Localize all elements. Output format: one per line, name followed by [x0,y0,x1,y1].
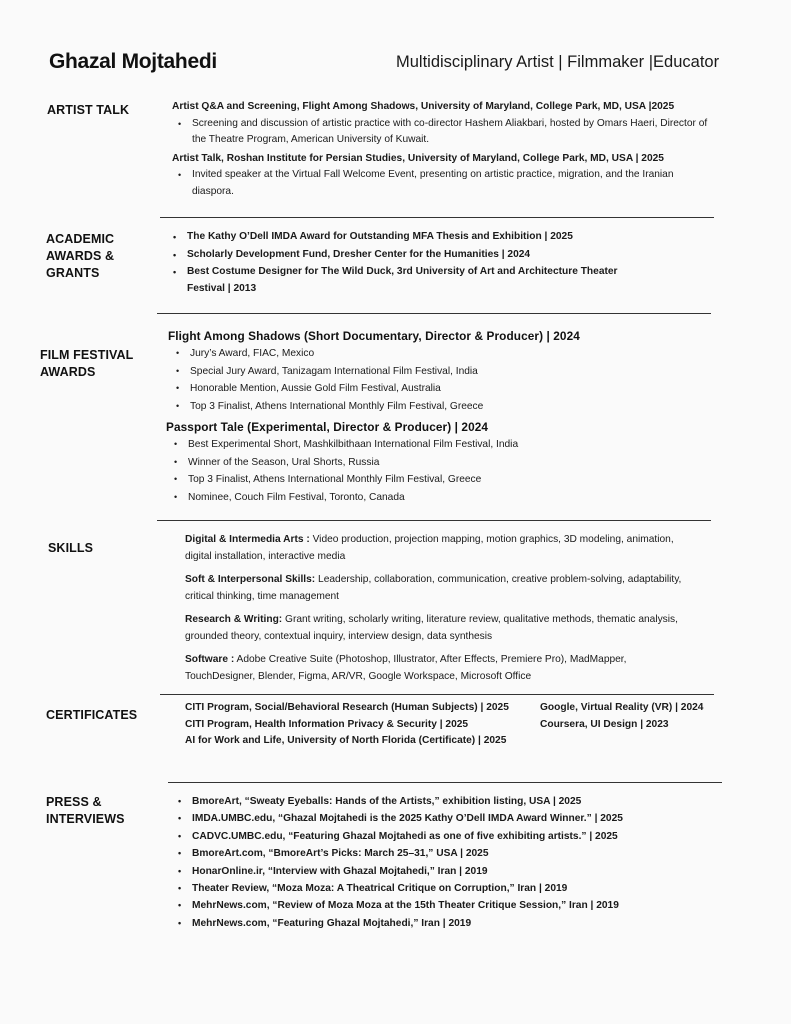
film-award: • Jury’s Award, FIAC, Mexico [170,345,638,363]
artist-talk-bullet: • Screening and discussion of artistic practice with co-director Hashem Aliakbari, hosted by Omars Haeri, Director of the Theatre Program, American University of Kuwait. [172,116,712,149]
film-award: • Winner of the Season, Ural Shorts, Russia [168,454,636,472]
film-award: • Honorable Mention, Aussie Gold Film Festival, Australia [170,380,638,398]
skill-text: Grant writing, scholarly writing, literature review, qualitative methods, thematic analysis, grounded theory, contextual inquiry, interview design, data synthesis [185,614,678,642]
artist-talk-bullet: • Invited speaker at the Virtual Fall Welcome Event, presenting on artistic practice, migration, and the Iranian diaspora. [172,167,697,200]
press-item: • CADVC.UMBC.edu, “Featuring Ghazal Mojtahedi as one of five exhibiting artists.” | 2025 [172,828,692,845]
press-item: • BmoreArt, “Sweaty Eyeballs: Hands of the Artists,” exhibition listing, USA | 2025 [172,793,692,810]
certificate-item: AI for Work and Life, University of North Florida (Certificate) | 2025 [185,735,507,746]
skill-item [185,532,685,565]
academic-item: • The Kathy O’Dell IMDA Award for Outstanding MFA Thesis and Exhibition | 2025 [167,229,657,246]
certificates-left [185,700,509,750]
certificate-item: Google, Virtual Reality (VR) | 2024 [540,702,704,713]
section-label-line: GRANTS [46,266,100,280]
artist-talk-title: Artist Talk, Roshan Institute for Persian Studies, University of Maryland, College Park, MD, USA | 2025 [172,152,664,164]
section-label-line: INTERVIEWS [46,812,125,826]
skill-item [185,572,685,605]
divider [168,782,722,783]
skill-item [185,652,685,685]
press-item: • HonarOnline.ir, “Interview with Ghazal Mojtahedi,” Iran | 2019 [172,863,692,880]
section-label-press [46,794,125,828]
divider [160,217,714,218]
section-label-film [40,347,133,381]
section-label-line: AWARDS & [46,249,115,263]
certificate-item: CITI Program, Social/Behavioral Research (Human Subjects) | 2025 [185,702,509,713]
academic-item: • Scholarly Development Fund, Dresher Center for the Humanities | 2024 [167,247,657,264]
resume-name: Ghazal Mojtahedi [49,50,217,73]
artist-talk-section [172,99,732,200]
section-label-academic [46,231,114,282]
film-group [166,419,636,506]
divider [160,694,714,695]
film-group [168,328,638,415]
academic-item: • Best Costume Designer for The Wild Duck, 3rd University of Art and Architecture Theater Festival | 2013 [167,264,657,297]
resume-tagline: Multidisciplinary Artist | Filmmaker |Educator [396,53,720,71]
section-label-artist-talk: ARTIST TALK [47,103,130,117]
press-item: • Theater Review, “Moza Moza: A Theatrical Critique on Corruption,” Iran | 2019 [172,880,692,897]
certificate-item: Coursera, UI Design | 2023 [540,718,669,730]
certificate-item: CITI Program, Health Information Privacy & Security | 2025 [185,718,469,730]
film-title: Passport Tale (Experimental, Director & Producer) | 2024 [166,420,489,434]
film-award: • Top 3 Finalist, Athens International Monthly Film Festival, Greece [168,471,636,489]
section-label-line: ACADEMIC [46,232,115,246]
press-item: • IMDA.UMBC.edu, “Ghazal Mojtahedi is the 2025 Kathy O’Dell IMDA Award Winner.” | 2025 [172,810,692,827]
certificates-right [540,700,703,733]
divider [157,520,711,521]
press-item: • MehrNews.com, “Featuring Ghazal Mojtahedi,” Iran | 2019 [172,915,692,932]
section-label-line: FILM FESTIVAL [40,348,134,362]
section-label-skills: SKILLS [48,541,94,555]
skill-text: Video production, projection mapping, motion graphics, 3D modeling, animation, digital installation, interactive media [185,534,674,562]
skill-item [185,612,685,645]
press-item: • MehrNews.com, “Review of Moza Moza at the 15th Theater Critique Session,” Iran | 2019 [172,897,692,914]
press-list [172,793,692,932]
skill-head: Digital & Intermedia Arts : [185,534,310,545]
skill-head: Software : [185,654,235,665]
film-award: • Top 3 Finalist, Athens International Monthly Film Festival, Greece [170,398,638,416]
press-item: • BmoreArt.com, “BmoreArt’s Picks: March 25–31,” USA | 2025 [172,845,692,862]
film-award: • Best Experimental Short, Mashkilbithaan International Film Festival, India [168,436,636,454]
skill-text: Adobe Creative Suite (Photoshop, Illustrator, After Effects, Premiere Pro), MadMapper, TouchDesigner, Blender, Figma, AR/VR, Google Workspace, Microsoft Office [185,654,627,682]
section-label-line: AWARDS [40,365,96,379]
film-award: • Special Jury Award, Tanizagam International Film Festival, India [170,363,638,381]
film-title: Flight Among Shadows (Short Documentary, Director & Producer) | 2024 [168,329,580,343]
skill-head: Soft & Interpersonal Skills: [185,574,316,585]
skill-text: Leadership, collaboration, communication, creative problem-solving, adaptability, critical thinking, time management [185,574,682,602]
film-award: • Nominee, Couch Film Festival, Toronto, Canada [168,489,636,507]
section-label-certificates: CERTIFICATES [46,708,138,722]
skills-list [185,532,685,692]
skill-head: Research & Writing: [185,614,283,625]
section-label-line: PRESS & [46,795,102,809]
artist-talk-title: Artist Q&A and Screening, Flight Among Shadows, University of Maryland, College Park, MD, USA |2025 [172,101,675,112]
academic-list [167,229,657,297]
divider [157,313,711,314]
